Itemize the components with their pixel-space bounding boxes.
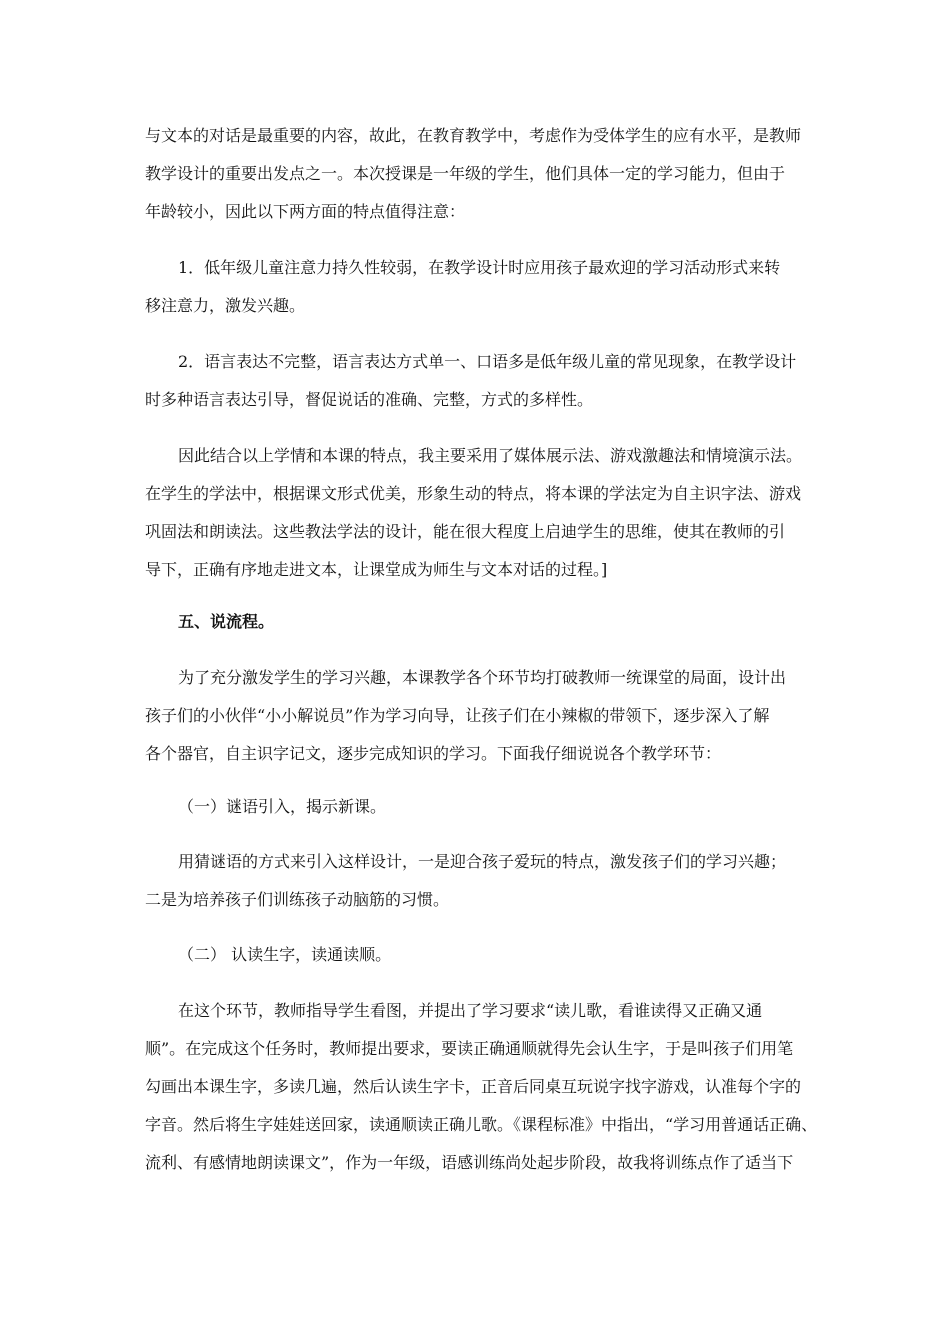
body-text-line: 因此结合以上学情和本课的特点，我主要采用了媒体展示法、游戏激趣法和情境演示法。 [178,446,803,465]
body-text-line: 流利、有感情地朗读课文”，作为一年级，语感训练尚处起步阶段，故我将训练点作了适当下 [145,1153,794,1172]
list-item-text: 2．语言表达不完整，语言表达方式单一、口语多是低年级儿童的常见现象，在教学设计 [178,352,797,371]
list-item-text: 移注意力，激发兴趣。 [145,296,306,315]
body-text-line: 在学生的学法中，根据课文形式优美，形象生动的特点，将本课的学法定为自主识字法、游戏 [145,484,802,503]
list-item-text: 时多种语言表达引导，督促说话的准确、完整，方式的多样性。 [145,390,594,409]
body-text-line: 导下，正确有序地走进文本，让课堂成为师生与文本对话的过程。] [145,560,608,579]
body-text-line: 用猜谜语的方式来引入这样设计，一是迎合孩子爱玩的特点，激发孩子们的学习兴趣； [178,852,787,871]
body-text-line: 教学设计的重要出发点之一。本次授课是一年级的学生，他们具体一定的学习能力，但由于 [145,164,786,183]
body-text-line: 在这个环节，教师指导学生看图，并提出了学习要求“读儿歌，看谁读得又正确又通 [178,1001,763,1020]
subsection-heading: （一）谜语引入，揭示新课。 [178,797,387,816]
body-text-line: 为了充分激发学生的学习兴趣，本课教学各个环节均打破教师一统课堂的局面，设计出 [178,668,787,687]
body-text-line: 顺”。在完成这个任务时，教师提出要求，要读正确通顺就得先会认生字，于是叫孩子们用笔 [145,1039,794,1058]
section-heading: 五、说流程。 [178,612,275,631]
body-text-line: 巩固法和朗读法。这些教法学法的设计，能在很大程度上启迪学生的思维，使其在教师的引 [145,522,786,541]
body-text-line: 勾画出本课生字，多读几遍，然后认读生字卡，正音后同桌互玩说字找字游戏，认准每个字的 [145,1077,802,1096]
list-item-text: 1．低年级儿童注意力持久性较弱，在教学设计时应用孩子最欢迎的学习活动形式来转 [178,258,781,277]
body-text-line: 字音。然后将生字娃娃送回家，读通顺读正确儿歌。《课程标准》中指出，“学习用普通话正确、 [145,1115,818,1134]
body-text-line: 各个器官，自主识字记文，逐步完成知识的学习。下面我仔细说说各个教学环节： [145,744,722,763]
body-text-line: 二是为培养孩子们训练孩子动脑筋的习惯。 [145,890,450,909]
body-text-line: 年龄较小，因此以下两方面的特点值得注意： [145,202,466,221]
body-text-line: 与文本的对话是最重要的内容，故此，在教育教学中，考虑作为受体学生的应有水平，是教师 [145,126,802,145]
subsection-heading: （二） 认读生字，读通读顺。 [178,945,392,964]
body-text-line: 孩子们的小伙伴“小小解说员”作为学习向导，让孩子们在小辣椒的带领下，逐步深入了解 [145,706,770,725]
